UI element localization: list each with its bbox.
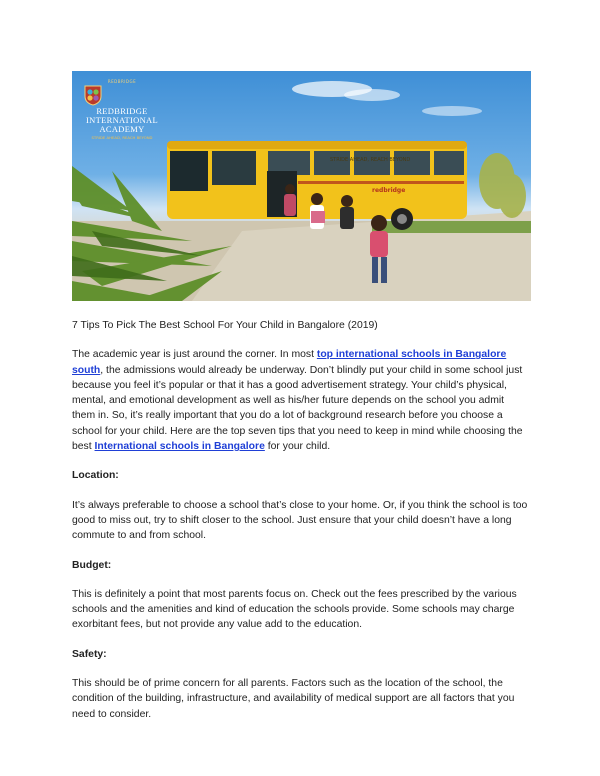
redbridge-crest-icon: [82, 84, 104, 106]
bus-banner-text: STRIDE AHEAD, REACH BEYOND: [330, 157, 411, 163]
section-body-budget: This is definitely a point that most parents focus on. Check out the fees prescribed by the various schools and the amenities and kind of education the schools provide. Some schools may charge exorbitant fees, but not provide any value add to the education.: [72, 588, 517, 631]
section-heading-budget: Budget:: [72, 559, 112, 571]
top-international-schools-link[interactable]: top international schools in Bangalore south: [72, 349, 507, 376]
international-schools-link[interactable]: International schools in Bangalore: [94, 441, 265, 453]
section-heading-location: Location:: [72, 470, 119, 482]
intro-paragraph: The academic year is just around the corner. In most top international schools in Bangalore south, the admissions would already be underway. Don’t blindly put your child in some school just because you feel it’s popular or that it has a good advertisement strategy. Your child’s physical, mental, and emotional development as well as his/her future depends on the school you admit them in. So, it’s really important that you do a lot of background research before you choose a school for your child. Here are the top seven tips that you need to keep in mind while choosing the best International schools in Bangalore for your child.: [72, 349, 523, 453]
logo-small-text: REDBRIDGE: [107, 79, 137, 84]
logo-tagline: STRIDE AHEAD, REACH BEYOND: [91, 135, 153, 140]
section-heading-safety: Safety:: [72, 648, 107, 660]
bus-brand-text: redbridge: [372, 187, 406, 194]
article-body: [72, 306, 528, 736]
hero-photo: [72, 71, 531, 301]
section-body-location: It’s always preferable to choose a school that’s close to your home. Or, if you think the school is too good to miss out, try to shift closer to the school. Just ensure that your child doesn’t have a long commute to and from school.: [72, 499, 528, 542]
logo-name: REDBRIDGE INTERNATIONAL ACADEMY: [86, 106, 158, 134]
article-title: 7 Tips To Pick The Best School For Your Child in Bangalore (2019): [72, 320, 378, 331]
section-body-safety: This should be of prime concern for all parents. Factors such as the location of the school, the condition of the building, infrastructure, and availability of medical support are all factors that you need to consider.: [72, 678, 515, 720]
school-logo: [82, 79, 162, 140]
